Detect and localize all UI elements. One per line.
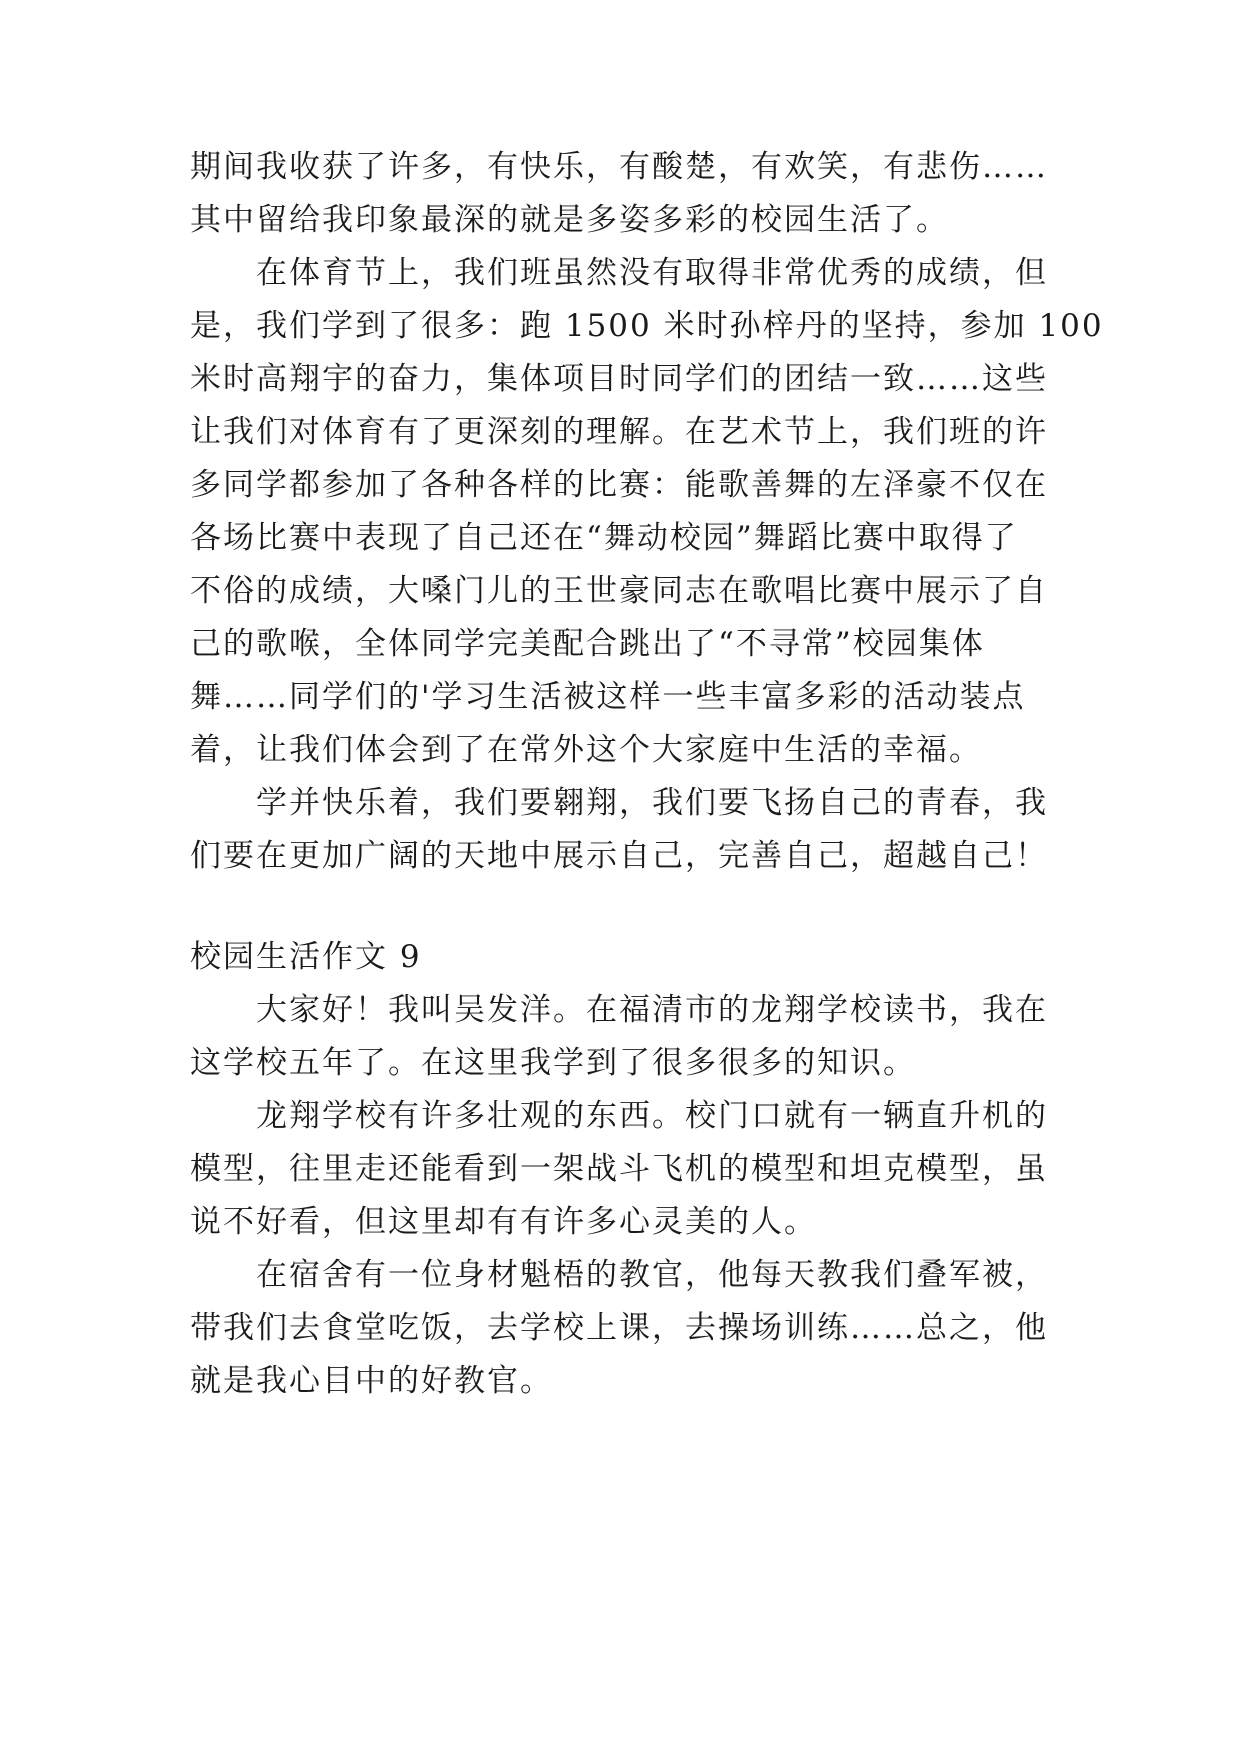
text-line: 己的歌喉，全体同学完美配合跳出了“不寻常”校园集体 [190, 626, 985, 662]
text-line: 就是我心目中的好教官。 [190, 1363, 553, 1399]
text-line: 舞……同学们的'学习生活被这样一些丰富多彩的活动装点 [190, 679, 1026, 715]
text-line: 着，让我们体会到了在常外这个大家庭中生活的幸福。 [190, 732, 982, 768]
text-line: 多同学都参加了各种各样的比赛：能歌善舞的左泽豪不仅在 [190, 467, 1048, 503]
text-line: 各场比赛中表现了自己还在“舞动校园”舞蹈比赛中取得了 [190, 520, 1018, 556]
paragraph-start-line: 在宿舍有一位身材魁梧的教官，他每天教我们叠军被， [256, 1257, 1048, 1293]
paragraph-start-line: 在体育节上，我们班虽然没有取得非常优秀的成绩，但 [256, 255, 1048, 291]
text-line: 期间我收获了许多，有快乐，有酸楚，有欢笑，有悲伤…… [190, 149, 1048, 185]
text-line: 其中留给我印象最深的就是多姿多彩的校园生活了。 [190, 202, 949, 238]
text-line: 带我们去食堂吃饭，去学校上课，去操场训练……总之，他 [190, 1310, 1048, 1346]
text-line: 让我们对体育有了更深刻的理解。在艺术节上，我们班的许 [190, 414, 1048, 450]
text-line: 是，我们学到了很多：跑 1500 米时孙梓丹的坚持，参加 100 [190, 308, 1104, 344]
text-line: 这学校五年了。在这里我学到了很多很多的知识。 [190, 1045, 916, 1081]
text-line: 模型，往里走还能看到一架战斗飞机的模型和坦克模型，虽 [190, 1151, 1048, 1187]
text-line: 不俗的成绩，大嗓门儿的王世豪同志在歌唱比赛中展示了自 [190, 573, 1048, 609]
paragraph-start-line: 龙翔学校有许多壮观的东西。校门口就有一辆直升机的 [256, 1098, 1048, 1134]
paragraph-start-line: 学并快乐着，我们要翱翔，我们要飞扬自己的青春，我 [256, 785, 1048, 821]
text-line: 们要在更加广阔的天地中展示自己，完善自己，超越自己！ [190, 838, 1048, 874]
text-line: 说不好看，但这里却有有许多心灵美的人。 [190, 1204, 817, 1240]
paragraph-start-line: 大家好！我叫吴发洋。在福清市的龙翔学校读书，我在 [256, 992, 1048, 1028]
text-line: 米时高翔宇的奋力，集体项目时同学们的团结一致……这些 [190, 361, 1048, 397]
section-heading: 校园生活作文 9 [190, 939, 422, 975]
